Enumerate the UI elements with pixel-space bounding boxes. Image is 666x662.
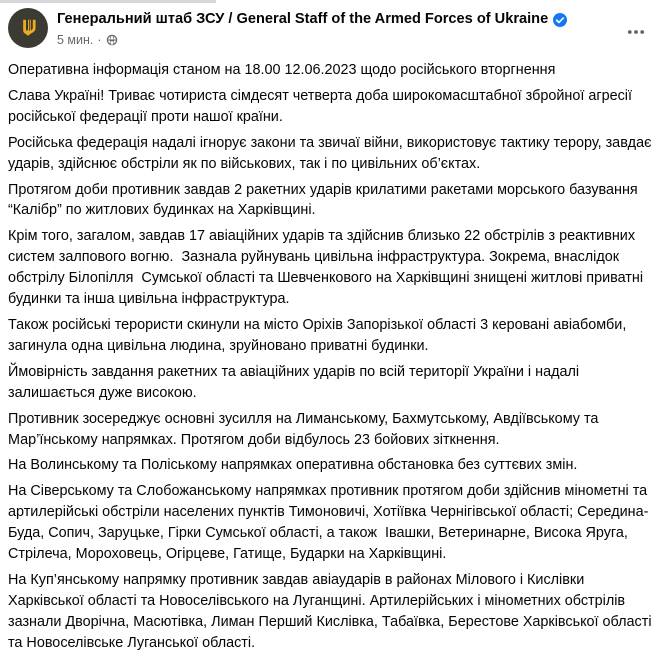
page-name-link[interactable]: Генеральний штаб ЗСУ / General Staff of the Armed Forces of Ukraine xyxy=(57,11,549,27)
post-paragraph: На Сіверському та Слобожанському напрямках противник протягом доби здійснив мінометні та артилерійські обстріли населених пунктів Тимоновичі, Хотіївка Чернігівської області; Середина-Буда, Сопич, Заруцьке, Гірки Сумської області, а також Івашки, Ветеринарне, Висока Яруга, Стрілеча, Мороховець, Огірцеве, Гатище, Бударки на Харківщині. xyxy=(8,483,652,563)
ukraine-trident-icon xyxy=(17,17,39,39)
post-paragraph: На Волинському та Поліському напрямках оперативна обстановка без суттєвих змін. xyxy=(8,457,578,474)
post-paragraph: Противник зосереджує основні зусилля на Лиманському, Бахмутському, Авдіївському та Мар’їнському напрямках. Протягом доби відбулось 23 бойових зіткнення. xyxy=(8,410,603,448)
more-options-button[interactable] xyxy=(620,16,652,48)
screenshot-crop-edge xyxy=(0,0,216,3)
meta-separator: · xyxy=(97,33,102,47)
post-paragraph: Також російські терористи скинули на місто Оріхів Запорізької області 3 керовані авіабомби, загинула одна цивільна людина, зруйновано приватні будинки. xyxy=(8,316,631,354)
post-paragraph: На Куп’янському напрямку противник завдав авіаударів в районах Мілового і Кислівки Харківської області та Новоселівського на Луганщині. Артилерійських і мінометних обстрілів зазнали Дворічна, Масютівка, Лиман Перший Кислівка, Табаївка, Берестове Харківської області та Новоселівське Луганської області. xyxy=(8,571,656,651)
post-header xyxy=(0,0,666,48)
post-paragraph: Ймовірність завдання ракетних та авіаційних ударів по всій території України і надалі залишається дуже високою. xyxy=(8,363,584,401)
globe-privacy-icon xyxy=(106,34,118,46)
post-body xyxy=(0,60,666,654)
page-avatar[interactable] xyxy=(8,8,48,48)
ellipsis-icon xyxy=(626,22,646,42)
verified-badge-icon xyxy=(553,13,567,27)
post-meta xyxy=(57,32,620,48)
name-row xyxy=(57,10,620,29)
post-paragraph: Слава Україні! Триває чотириста сімдесят четверта доба широкомасштабної збройної агресії російської федерації проти нашої країни. xyxy=(8,87,636,125)
post-paragraph: Оперативна інформація станом на 18.00 12.06.2023 щодо російського вторгнення xyxy=(8,62,556,78)
post-paragraph: Російська федерація надалі ігнорує закони та звичаї війни, використовує тактику терору, завдає ударів, здійснює обстріли як по військових, так і по цивільних об’єктах. xyxy=(8,134,656,172)
timestamp-link[interactable]: 5 мин. xyxy=(57,33,94,47)
header-text xyxy=(57,8,620,48)
post-paragraph: Крім того, загалом, завдав 17 авіаційних ударів та здійснив близько 22 обстрілів з реактивних систем залпового вогню. Зазнала руйнувань цивільна інфраструктура. Зокрема, внаслідок обстрілу Білопілля Сумської області та Шевченкового на Харківщині знищені житлові приватні будинки та інша цивільна інфраструктура. xyxy=(8,228,648,308)
post-paragraph: Протягом доби противник завдав 2 ракетних ударів крилатими ракетами морського базування “Калібр” по житлових будинках на Харківщині. xyxy=(8,181,642,219)
